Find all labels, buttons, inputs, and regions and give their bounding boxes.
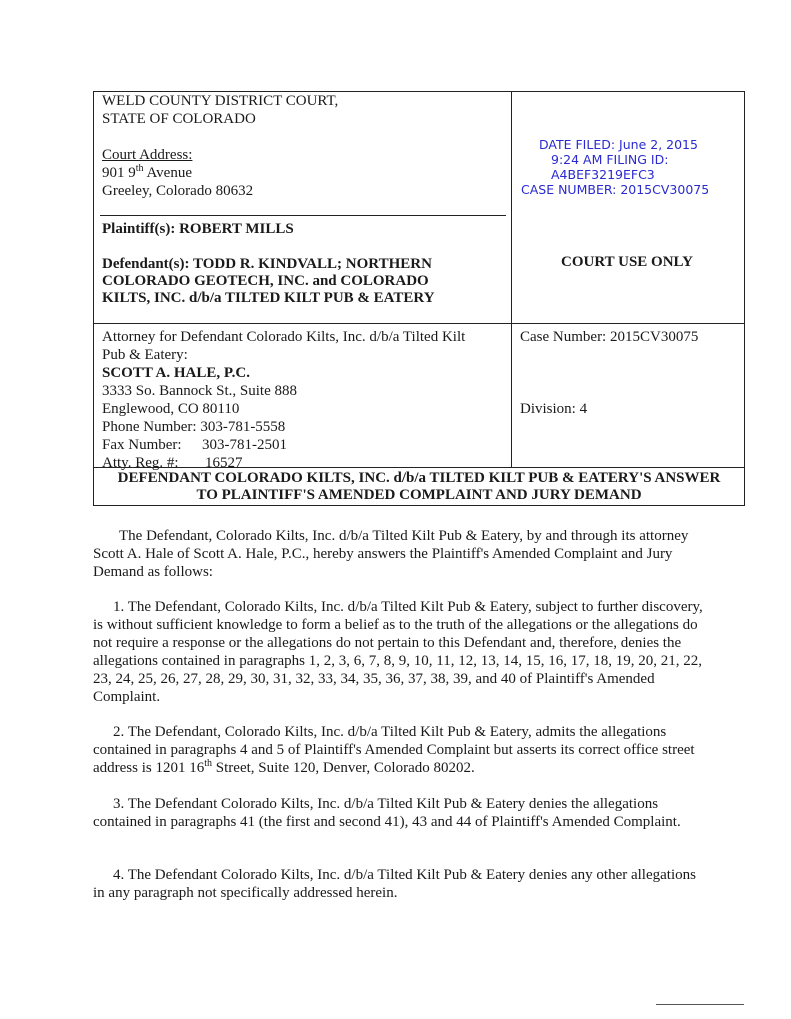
paragraph-2: 2. The Defendant, Colorado Kilts, Inc. d/b/a Tilted Kilt Pub & Eatery, admits the allegations contained in paragraphs 4 and 5 of Plaintiff's Amended Complaint but asserts its correct office street address is 1201 16th Street, Suite 120, Denver, Colorado 80202. xyxy=(93,724,695,776)
filing-id: A4BEF3219EFC3 xyxy=(551,167,655,182)
court-state: STATE OF COLORADO xyxy=(102,111,256,127)
defendant-line-3: KILTS, INC. d/b/a TILTED KILT PUB & EATERY xyxy=(102,290,435,306)
case-caption-box xyxy=(93,91,745,506)
plaintiff-line: Plaintiff(s): ROBERT MILLS xyxy=(102,221,294,237)
attorney-fax: Fax Number: 303-781-2501 xyxy=(102,437,287,453)
intro-paragraph: The Defendant, Colorado Kilts, Inc. d/b/a Tilted Kilt Pub & Eatery, by and through its attorney Scott A. Hale of Scott A. Hale, P.C., hereby answers the Plaintiff's Amended Complaint and Jury Demand as follows: xyxy=(93,528,689,580)
filing-time-id: 9:24 AM FILING ID: xyxy=(551,152,669,167)
filing-stamp xyxy=(521,137,709,197)
caption-middle-divider xyxy=(94,323,744,324)
document-title xyxy=(94,470,744,504)
court-info xyxy=(102,92,338,200)
paragraph-4: 4. The Defendant Colorado Kilts, Inc. d/b/a Tilted Kilt Pub & Eatery denies any other allegations in any paragraph not specifically addressed herein. xyxy=(93,867,696,901)
parties-block xyxy=(102,221,502,307)
attorney-address-2: Englewood, CO 80110 xyxy=(102,401,240,417)
attorney-firm: SCOTT A. HALE, P.C. xyxy=(102,365,250,381)
footer-rule xyxy=(656,1004,744,1005)
attorney-phone: Phone Number: 303-781-5558 xyxy=(102,419,286,435)
attorney-address-1: 3333 So. Bannock St., Suite 888 xyxy=(102,383,298,399)
caption-vertical-divider xyxy=(511,92,512,467)
attorney-registration: Atty. Reg. #: 16527 xyxy=(102,455,243,471)
court-address-line1: 901 9th Avenue xyxy=(102,163,192,181)
division: Division: 4 xyxy=(520,401,588,417)
court-name: WELD COUNTY DISTRICT COURT, xyxy=(102,93,339,109)
attorney-for-line-2: Pub & Eatery: xyxy=(102,347,188,363)
court-address-line2: Greeley, Colorado 80632 xyxy=(102,183,254,199)
court-address-label: Court Address: xyxy=(102,147,193,163)
document-title-line-2: TO PLAINTIFF'S AMENDED COMPLAINT AND JURY DEMAND xyxy=(196,487,642,503)
paragraph-3: 3. The Defendant Colorado Kilts, Inc. d/b/a Tilted Kilt Pub & Eatery denies the allegations contained in paragraphs 41 (the first and second 41), 43 and 44 of Plaintiff's Amended Complaint. xyxy=(93,796,681,830)
defendant-line-1: Defendant(s): TODD R. KINDVALL; NORTHERN xyxy=(102,256,432,272)
court-use-only-label: COURT USE ONLY xyxy=(561,254,694,270)
document-title-line-1: DEFENDANT COLORADO KILTS, INC. d/b/a TILTED KILT PUB & EATERY'S ANSWER xyxy=(117,470,721,486)
attorney-for-line-1: Attorney for Defendant Colorado Kilts, Inc. d/b/a Tilted Kilt xyxy=(102,329,466,345)
attorney-block xyxy=(102,328,502,472)
filing-date: DATE FILED: June 2, 2015 xyxy=(539,137,698,152)
court-section-divider xyxy=(100,215,506,216)
paragraph-1: 1. The Defendant, Colorado Kilts, Inc. d/b/a Tilted Kilt Pub & Eatery, subject to further discovery, is without sufficient knowledge to form a belief as to the truth of the allegations or the allegations do not require a response or the allegations do not pertain to this Defendant and, therefore, denies the allegations contained in paragraphs 1, 2, 3, 6, 7, 8, 9, 10, 11, 12, 13, 14, 15, 16, 17, 18, 19, 20, 21, 22, 23, 24, 25, 26, 27, 28, 29, 30, 31, 32, 33, 34, 35, 36, 37, 38, 39, and 40 of Plaintiff's Amended Complaint. xyxy=(93,599,703,705)
case-number: Case Number: 2015CV30075 xyxy=(520,329,699,345)
filing-case-number: CASE NUMBER: 2015CV30075 xyxy=(521,182,710,197)
defendant-line-2: COLORADO GEOTECH, INC. and COLORADO xyxy=(102,273,429,289)
